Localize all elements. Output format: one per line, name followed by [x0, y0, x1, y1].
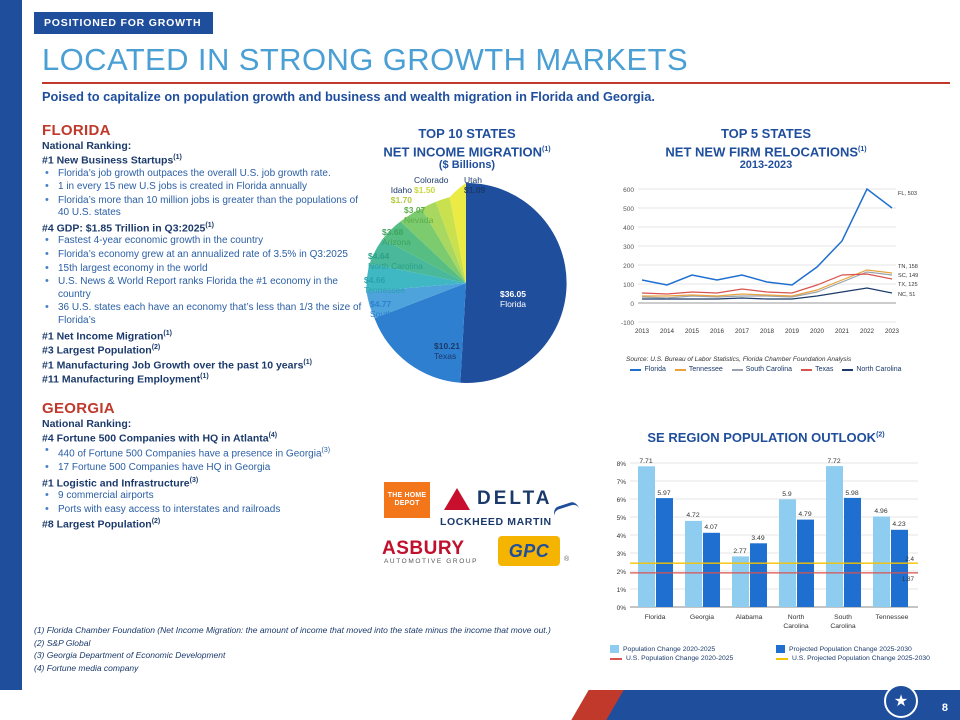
- bar-georgia-2025-2030: [703, 533, 720, 607]
- line-chart-subtitle: 2013-2023: [739, 159, 793, 172]
- list-item: • Florida’s more than 10 million jobs is greater than the populations of 40 U.S. states: [42, 195, 362, 220]
- svg-text:3.49: 3.49: [751, 535, 765, 542]
- svg-text:2021: 2021: [834, 328, 850, 336]
- georgia-rank-2: [42, 477, 362, 490]
- lockheed-swoosh-icon: [552, 500, 582, 525]
- line-chart-title-line2: NET NEW FIRM RELOCATIONS$^{(1)}$: [665, 143, 867, 159]
- bar-category-north-carolina: North: [787, 614, 805, 621]
- legend-item-south-carolina: South Carolina: [732, 366, 792, 373]
- svg-text:4.72: 4.72: [686, 512, 700, 519]
- net-new-firm-relocations-line-chart: [596, 126, 936, 373]
- lockheed-martin-logo: LOCKHEED MARTIN: [440, 516, 552, 528]
- list-item: • 36 U.S. states each have an economy that’s less than 1/3 the size of Florida’s: [42, 302, 362, 327]
- line-chart-source: Source: U.S. Bureau of Labor Statistics, Florida Chamber Foundation Analysis: [626, 356, 852, 364]
- georgia-rank-1-text: #4 Fortune 500 Companies with HQ in Atlanta: [42, 432, 269, 445]
- footnote-1: (1) Florida Chamber Foundation (Net Income Migration: the amount of income that moved into the state minus the income that move out.): [34, 625, 551, 635]
- florida-rank-1-text: #1 New Business Startups: [42, 154, 174, 167]
- list-item: • Florida’s job growth outpaces the overall U.S. job growth rate.: [42, 168, 362, 181]
- svg-text:Alabama: Alabama: [735, 614, 763, 621]
- legend-swatch-north-carolina: [842, 369, 853, 371]
- georgia-block: [42, 400, 362, 531]
- net-income-migration-pie-chart: [352, 126, 582, 409]
- line-chart-title-footnote: (1): [858, 145, 867, 153]
- florida-bullets-1: [42, 168, 362, 220]
- svg-text:7.72: 7.72: [827, 458, 841, 465]
- svg-text:5.97: 5.97: [657, 490, 671, 497]
- list-item: [42, 445, 362, 461]
- legend-swatch-projected-population-change: [776, 645, 785, 653]
- delta-triangle-icon: [444, 488, 470, 510]
- bar-alabama-2025-2030: [750, 543, 767, 607]
- list-item-footnote: (3): [321, 447, 331, 455]
- pie-label-colorado: Colorado $1.50: [414, 175, 449, 196]
- legend-item-florida: Florida: [630, 366, 665, 373]
- svg-text:3%: 3%: [616, 551, 626, 558]
- page-number: 8: [941, 702, 948, 714]
- svg-text:5.9: 5.9: [782, 491, 792, 498]
- bar-chart-title: SE REGION POPULATION OUTLOOK$^{(2)}$: [647, 430, 885, 445]
- list-item: • 1 in every 15 new U.S jobs is created in Florida annually: [42, 181, 362, 194]
- line-chart-x-axis: [635, 328, 900, 335]
- bar-georgia-2020-2025: [685, 521, 702, 607]
- svg-text:4%: 4%: [616, 533, 626, 540]
- pie-label-tennessee: $4.66 Tennessee: [364, 275, 406, 296]
- svg-text:300: 300: [623, 244, 634, 252]
- footnote-4: (4) Fortune media company: [34, 662, 139, 673]
- bar-chart-svg: [596, 451, 926, 636]
- florida-rank-3-footnote: (1): [163, 329, 172, 337]
- svg-text:Florida: Florida: [644, 614, 666, 621]
- legend-swatch-us-population-change: [610, 658, 622, 660]
- svg-text:2016: 2016: [709, 328, 725, 336]
- pie-slice-florida: [460, 183, 566, 383]
- georgia-national-ranking-label: National Ranking:: [42, 417, 132, 430]
- footnote-2: (2) S&P Global: [34, 637, 91, 648]
- pie-chart-canvas: [352, 175, 582, 409]
- georgia-rank-2-text: #1 Logistic and Infrastructure: [42, 477, 190, 490]
- list-item: • U.S. News & World Report ranks Florida the #1 economy in the country: [42, 276, 362, 301]
- company-logos: [378, 482, 578, 570]
- florida-rank-6: [42, 373, 362, 386]
- legend-swatch-us-projected-population-change: [776, 658, 788, 660]
- page-subtitle: Poised to capitalize on population growth and business and wealth migration in Florida and Georgia.: [42, 89, 655, 104]
- pie-chart-subtitle: ($ Billions): [438, 159, 496, 172]
- florida-rank-3: [42, 330, 362, 343]
- florida-rank-1-footnote: (1): [173, 154, 182, 161]
- florida-rank-4-footnote: (2): [151, 344, 161, 352]
- florida-rank-6-footnote: (1): [200, 373, 209, 381]
- svg-text:2017: 2017: [734, 328, 750, 336]
- florida-national-ranking-label: National Ranking:: [42, 140, 132, 152]
- pie-label-utah: Utah $1.09: [464, 175, 486, 196]
- georgia-rank-3-footnote: (2): [151, 518, 161, 526]
- pie-label-north-carolina: $4.64 North Carolina: [368, 251, 423, 272]
- svg-text:2.77: 2.77: [733, 548, 747, 555]
- svg-text:5%: 5%: [616, 515, 626, 522]
- gpc-logo: [498, 536, 560, 566]
- reference-label-2-4: 2.4: [905, 556, 914, 563]
- line-end-label-tx: TX, 125: [898, 282, 918, 289]
- se-region-population-outlook-bar-chart: [596, 430, 936, 662]
- florida-rank-4-text: #3 Largest Population: [42, 344, 152, 357]
- svg-text:2%: 2%: [616, 569, 626, 576]
- svg-text:500: 500: [623, 206, 634, 214]
- svg-text:2022: 2022: [859, 328, 875, 336]
- delta-logo: [444, 488, 553, 510]
- line-chart-title: [596, 126, 936, 159]
- svg-text:100: 100: [623, 282, 634, 290]
- bar-florida-2025-2030: [656, 498, 673, 607]
- company-seal-icon: ★: [884, 684, 918, 718]
- left-content-column: [42, 122, 362, 531]
- line-chart-svg: [596, 181, 926, 351]
- svg-text:4.79: 4.79: [798, 511, 812, 518]
- pie-chart-title: [352, 126, 582, 159]
- left-accent-rail: [0, 0, 22, 720]
- bar-south-carolina-2020-2025: [826, 466, 843, 607]
- legend-swatch-population-change: [610, 645, 619, 653]
- pie-chart-title-line1: TOP 10 STATES: [418, 126, 516, 141]
- svg-text:8%: 8%: [616, 461, 626, 468]
- svg-text:2023: 2023: [884, 328, 900, 336]
- line-series-florida: [642, 189, 892, 285]
- bar-chart-y-axis: [617, 461, 627, 612]
- florida-rank-5: [42, 359, 362, 372]
- svg-text:7.71: 7.71: [639, 458, 653, 465]
- asbury-logo-subtitle: AUTOMOTIVE GROUP: [384, 558, 479, 565]
- svg-text:400: 400: [623, 225, 634, 233]
- georgia-rank-1-footnote: (4): [268, 431, 278, 439]
- line-chart-canvas: [596, 181, 936, 356]
- pie-label-texas: $10.21 Texas: [434, 341, 460, 362]
- florida-rank-2: [42, 222, 362, 235]
- florida-rank-1: [42, 154, 362, 167]
- florida-rank-2-footnote: (1): [205, 221, 214, 229]
- bar-chart-value-labels: [639, 458, 905, 555]
- georgia-heading: GEORGIA: [42, 399, 115, 417]
- legend-item-texas: Texas: [801, 366, 833, 373]
- line-end-label-tn: TN, 158: [898, 264, 918, 271]
- bar-alabama-2020-2025: [732, 556, 749, 607]
- title-divider: [42, 82, 950, 84]
- bar-chart-category-labels: [645, 614, 909, 630]
- bar-south-carolina-2025-2030: [844, 498, 861, 607]
- svg-text:0%: 0%: [616, 605, 626, 612]
- line-series-south-carolina: [642, 272, 892, 298]
- georgia-bullets-1: [42, 445, 362, 475]
- bar-chart-legend: [596, 645, 936, 662]
- legend-item-us-projected-population-change: U.S. Projected Population Change 2025-2030: [776, 655, 936, 662]
- legend-swatch-south-carolina: [732, 369, 743, 371]
- pie-label-south-carolina: $4.77 South Carolina: [370, 299, 427, 320]
- pie-chart-title-footnote: (1): [542, 145, 551, 153]
- legend-swatch-texas: [801, 369, 812, 371]
- svg-text:2019: 2019: [784, 328, 800, 336]
- florida-rank-5-text: #1 Manufacturing Job Growth over the past 10 years: [42, 359, 304, 372]
- georgia-rank-3-text: #8 Largest Population: [42, 518, 152, 531]
- pie-chart-title-line2: NET INCOME MIGRATION$^{(1)}$: [383, 143, 551, 159]
- svg-text:-100: -100: [620, 320, 634, 328]
- bar-chart-title-footnote: (2): [876, 431, 885, 439]
- bar-tennessee-2020-2025: [873, 517, 890, 608]
- footnote-3: (3) Georgia Department of Economic Development: [34, 650, 226, 660]
- legend-item-north-carolina: North Carolina: [842, 366, 901, 373]
- line-chart-title-line1: TOP 5 STATES: [720, 126, 812, 141]
- svg-text:2013: 2013: [634, 328, 650, 336]
- reference-label-1-87: 1.87: [901, 576, 914, 583]
- florida-rank-6-text: #11 Manufacturing Employment: [42, 373, 201, 386]
- svg-text:0: 0: [630, 301, 634, 309]
- footnotes: [34, 624, 551, 674]
- florida-bullets-2: [42, 235, 362, 327]
- legend-item-tennessee: Tennessee: [675, 366, 723, 373]
- florida-rank-3-text: #1 Net Income Migration: [42, 330, 164, 343]
- bar-category-south-carolina-2: Carolina: [830, 623, 856, 630]
- florida-rank-2-text: #4 GDP: $1.85 Trillion in Q3:2025: [42, 222, 206, 235]
- georgia-rank-3: [42, 518, 362, 531]
- list-item: • 9 commercial airports: [42, 490, 362, 503]
- florida-heading: FLORIDA: [42, 122, 111, 139]
- svg-text:6%: 6%: [616, 497, 626, 504]
- svg-text:2018: 2018: [759, 328, 775, 336]
- svg-text:5.98: 5.98: [845, 490, 859, 497]
- pie-label-idaho: Idaho $1.70: [390, 185, 412, 206]
- line-chart-y-axis: [621, 187, 634, 327]
- pie-label-nevada: $3.07 Nevada: [404, 205, 434, 226]
- legend-item-population-change: Population Change 2020-2025: [610, 645, 770, 653]
- georgia-rank-1: [42, 432, 362, 445]
- line-end-label-fl: FL, 503: [898, 191, 917, 198]
- pie-label-florida: $36.05 Florida: [500, 289, 526, 310]
- legend-swatch-tennessee: [675, 369, 686, 371]
- list-item: • Florida’s economy grew at an annualized rate of 3.5% in Q3:2025: [42, 249, 362, 262]
- florida-rank-4: [42, 344, 362, 357]
- line-chart-legend: [596, 366, 936, 373]
- svg-text:1%: 1%: [616, 587, 626, 594]
- gpc-registered-mark: ®: [564, 556, 570, 563]
- page-title: LOCATED IN STRONG GROWTH MARKETS: [42, 42, 689, 77]
- list-item-text: 440 of Fortune 500 Companies have a presence in Georgia: [58, 448, 322, 460]
- pie-label-arizona: $3.68 Arizona: [382, 227, 411, 248]
- georgia-bullets-2: [42, 490, 362, 516]
- svg-text:7%: 7%: [616, 479, 626, 486]
- delta-wordmark: DELTA: [477, 488, 553, 509]
- bar-category-south-carolina: South: [834, 614, 852, 621]
- florida-rank-5-footnote: (1): [303, 358, 312, 366]
- list-item: • Ports with easy access to interstates and railroads: [42, 504, 362, 517]
- svg-text:600: 600: [623, 187, 634, 195]
- list-item: • 17 Fortune 500 Companies have HQ in Georgia: [42, 462, 362, 475]
- legend-swatch-florida: [630, 369, 641, 371]
- svg-text:2020: 2020: [809, 328, 825, 336]
- svg-text:4.96: 4.96: [874, 508, 888, 515]
- line-end-label-nc: NC, 51: [898, 292, 916, 299]
- svg-text:Georgia: Georgia: [689, 614, 715, 621]
- georgia-rank-2-footnote: (3): [189, 476, 199, 484]
- svg-text:4.23: 4.23: [892, 521, 906, 528]
- svg-text:2014: 2014: [659, 328, 675, 336]
- svg-text:Tennessee: Tennessee: [875, 614, 909, 621]
- bar-tennessee-2025-2030: [891, 530, 908, 607]
- line-chart-end-labels: [898, 191, 918, 298]
- list-item: • Fastest 4-year economic growth in the country: [42, 235, 362, 248]
- gpc-wordmark: GPC: [508, 540, 550, 561]
- bar-florida-2020-2025: [638, 466, 655, 607]
- section-ribbon: POSITIONED FOR GROWTH: [34, 12, 213, 34]
- svg-text:2015: 2015: [684, 328, 700, 336]
- bar-category-north-carolina-2: Carolina: [783, 623, 809, 630]
- svg-text:4.07: 4.07: [704, 524, 718, 531]
- list-item: • 15th largest economy in the world: [42, 263, 362, 276]
- footer-band-white: [0, 690, 580, 720]
- svg-text:200: 200: [623, 263, 634, 271]
- home-depot-logo: THE HOME DEPOT: [384, 482, 430, 518]
- asbury-logo: ASBURY: [382, 538, 465, 559]
- line-end-label-sc: SC, 149: [898, 273, 919, 280]
- legend-item-us-population-change: U.S. Population Change 2020-2025: [610, 655, 770, 662]
- bar-north-carolina-2020-2025: [779, 499, 796, 607]
- legend-item-projected-population-change: Projected Population Change 2025-2030: [776, 645, 936, 653]
